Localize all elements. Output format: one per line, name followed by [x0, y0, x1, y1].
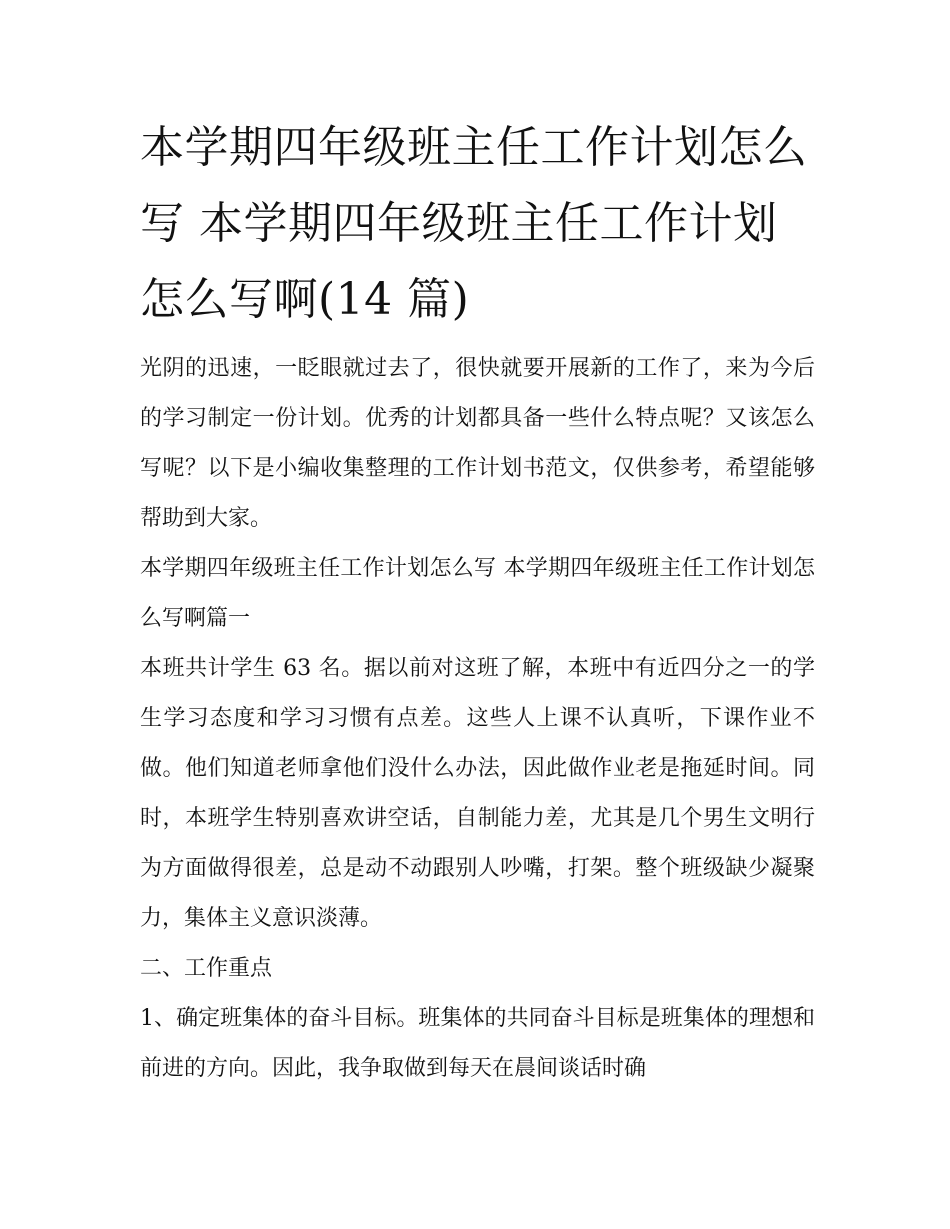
- document-page: [140, 110, 815, 1094]
- section-heading-part-one: 本学期四年级班主任工作计划怎么写 本学期四年级班主任工作计划怎么写啊篇一: [140, 556, 815, 631]
- document-title: 本学期四年级班主任工作计划怎么写 本学期四年级班主任工作计划怎么写啊(14 篇): [140, 122, 808, 325]
- intro-paragraph: 光阴的迅速，一眨眼就过去了，很快就要开展新的工作了，来为今后的学习制定一份计划。优秀的计划都具备一些什么特点呢？又该怎么写呢？以下是小编收集整理的工作计划书范文，仅供参考，希望能够帮助到大家。: [140, 356, 815, 531]
- class-situation-paragraph: 本班共计学生 63 名。据以前对这班了解，本班中有近四分之一的学生学习态度和学习习惯有点差。这些人上课不认真听，下课作业不做。他们知道老师拿他们没什么办法，因此做作业老是拖延时间。同时，本班学生特别喜欢讲空话，自制能力差，尤其是几个男生文明行为方面做得很差，总是动不动跟别人吵嘴，打架。整个班级缺少凝聚力，集体主义意识淡薄。: [140, 656, 815, 931]
- goal-paragraph: 1、确定班集体的奋斗目标。班集体的共同奋斗目标是班集体的理想和前进的方向。因此，我争取做到每天在晨间谈话时确: [140, 1006, 815, 1081]
- work-focus-heading: 二、工作重点: [140, 956, 273, 981]
